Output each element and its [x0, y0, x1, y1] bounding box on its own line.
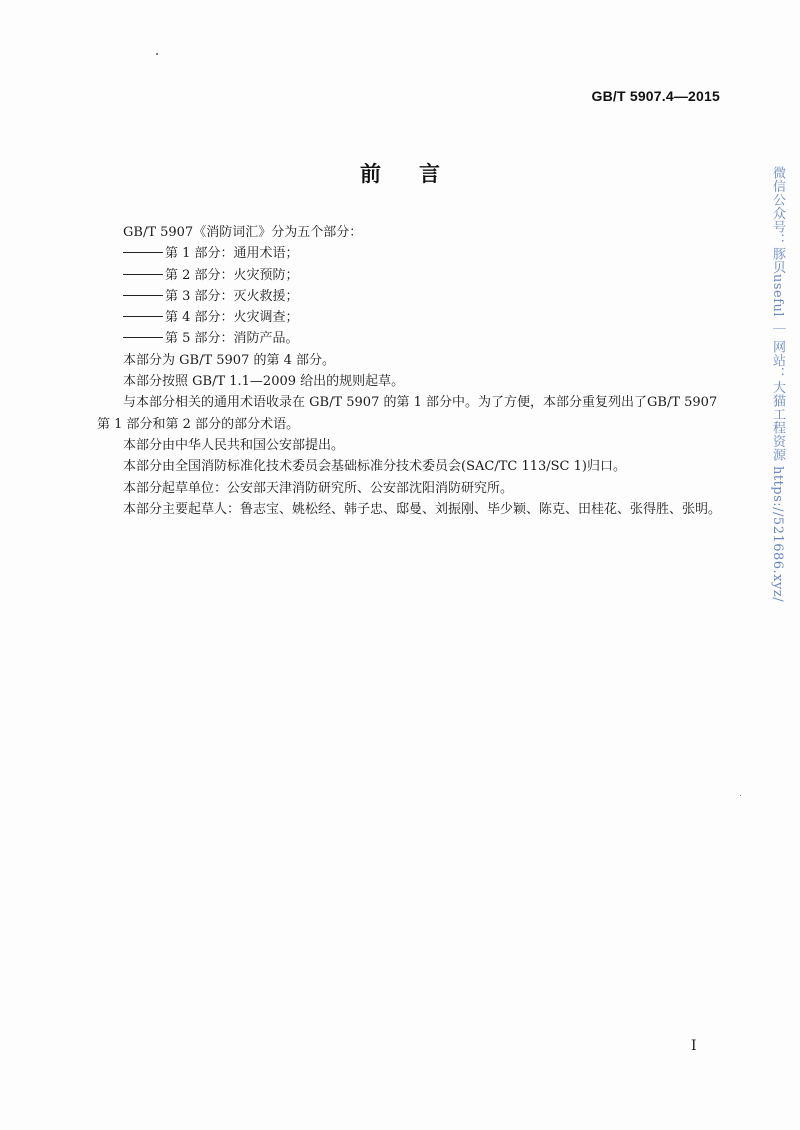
list-item-part-1 [97, 243, 742, 264]
list-item-part-5 [97, 328, 742, 349]
em-dash [123, 337, 163, 338]
em-dash [123, 316, 163, 317]
paragraph-drafters: 本部分主要起草人：鲁志宝、姚松经、韩子忠、邸曼、刘振刚、毕少颖、陈克、田桂花、张得胜、张明。 [123, 501, 722, 517]
paragraph-part-number: 本部分为 GB/T 5907 的第 4 部分。 [123, 352, 336, 368]
page-number: I [691, 1038, 697, 1054]
paragraph-proposed-by: 本部分由中华人民共和国公安部提出。 [123, 437, 345, 453]
standard-number-header: GB/T 5907.4—2015 [591, 88, 720, 104]
list-item-text: 第 5 部分：消防产品。 [165, 331, 299, 347]
list-item-text: 第 2 部分：火灾预防； [165, 267, 299, 283]
paragraph-related-terms: 与本部分相关的通用术语收录在 GB/T 5907 的第 1 部分中。为了方便，本部分重复列出了GB/T 5907 [123, 395, 718, 411]
list-item-text: 第 4 部分：火灾调查； [165, 310, 299, 326]
scan-speck [156, 53, 158, 55]
list-item-part-4 [97, 307, 742, 328]
foreword-body [97, 222, 742, 520]
intro-line: GB/T 5907《消防词汇》分为五个部分： [123, 225, 363, 240]
em-dash [123, 295, 163, 296]
em-dash [123, 252, 163, 253]
scan-speck [740, 795, 741, 796]
list-item-text: 第 3 部分：灭火救援； [165, 288, 299, 304]
em-dash [123, 274, 163, 275]
paragraph-drafting-rules: 本部分按照 GB/T 1.1—2009 给出的规则起草。 [123, 374, 405, 390]
paragraph-drafting-units: 本部分起草单位：公安部天津消防研究所、公安部沈阳消防研究所。 [123, 480, 514, 496]
list-item-part-3 [97, 286, 742, 307]
list-item-text: 第 1 部分：通用术语； [165, 246, 299, 262]
list-item-part-2 [97, 265, 742, 286]
paragraph-administered-by: 本部分由全国消防标准化技术委员会基础标准分技术委员会(SAC/TC 113/SC 1)归口。 [123, 459, 626, 475]
paragraph-related-terms-continued: 第 1 部分和第 2 部分的部分术语。 [97, 416, 300, 432]
watermark-text: 微信公众号：豚贝useful ｜ 网站：大猫工程资源 https://521686.xyz/ [770, 166, 785, 603]
page-title: 前言 [360, 162, 478, 186]
